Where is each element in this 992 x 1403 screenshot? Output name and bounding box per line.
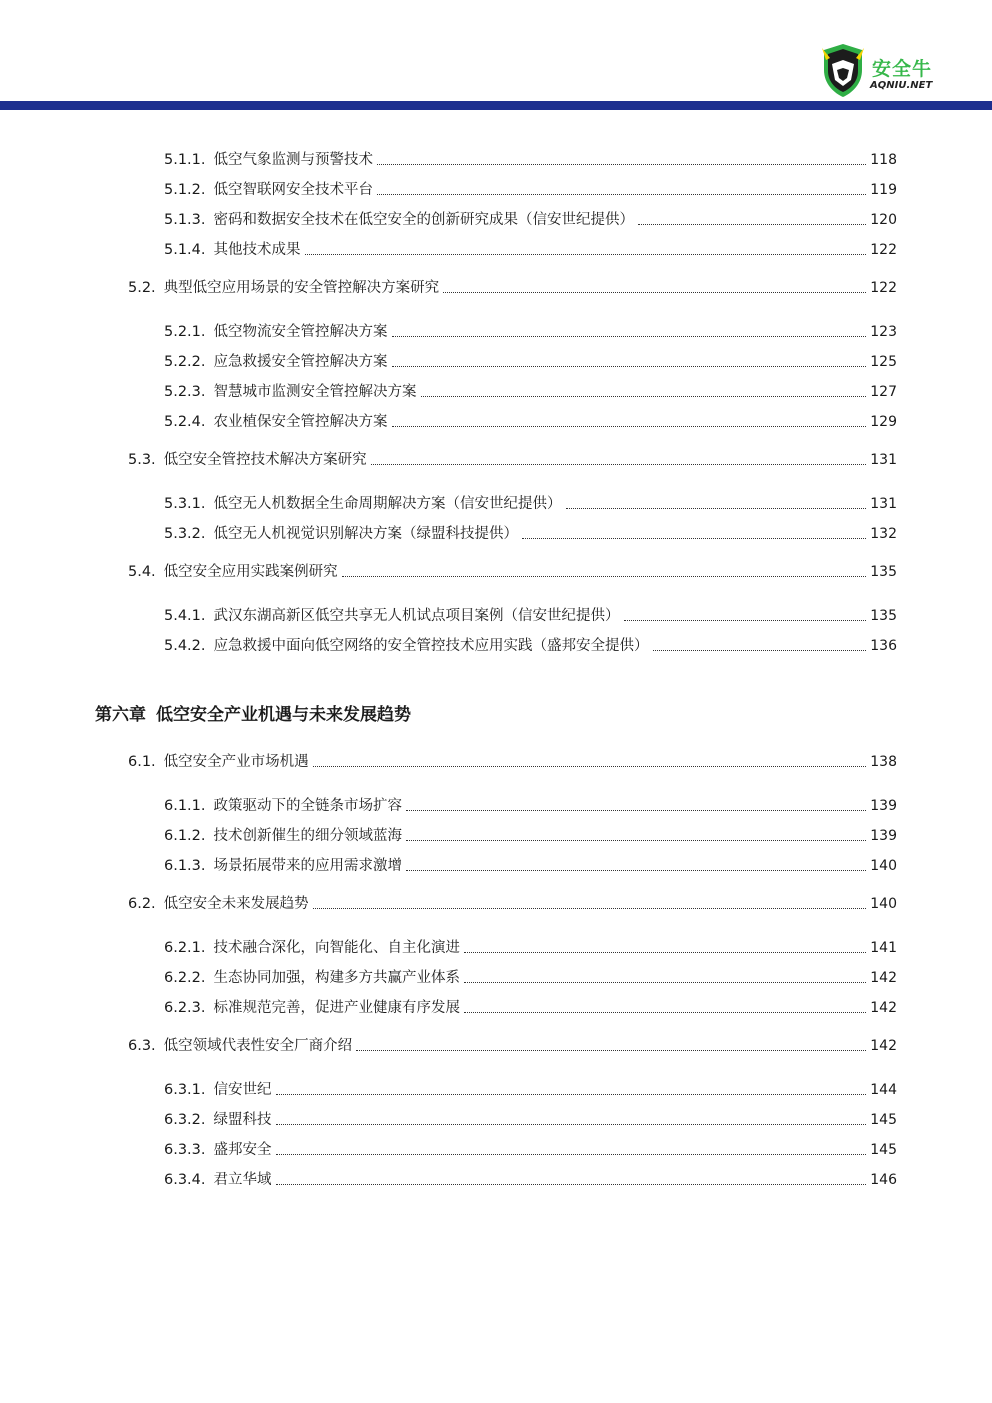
toc-entry[interactable]: [128, 278, 897, 298]
toc-leader-dots: [522, 537, 866, 539]
toc-entry-number: 6.1.2.: [164, 828, 206, 844]
toc-leader-dots: [392, 335, 867, 337]
toc-entry-number: 5.3.2.: [164, 526, 206, 542]
toc-entry-page: 139: [870, 828, 897, 844]
toc-entry-number: 5.2.: [128, 280, 156, 296]
toc-entry-title: 应急救援中面向低空网络的安全管控技术应用实践（盛邦安全提供）: [213, 638, 649, 654]
toc-entry-page: 140: [870, 896, 897, 912]
toc-leader-dots: [464, 951, 866, 953]
toc-entry-number: 5.1.2.: [164, 182, 206, 198]
toc-entry-title: 低空物流安全管控解决方案: [213, 324, 388, 340]
toc-leader-dots: [371, 463, 867, 465]
toc-entry-title: 标准规范完善，促进产业健康有序发展: [213, 1000, 461, 1016]
toc-entry[interactable]: [128, 894, 897, 914]
toc-entry-page: 146: [870, 1172, 897, 1188]
toc-entry-title: 农业植保安全管控解决方案: [213, 414, 388, 430]
toc-entry-number: 6.3.: [128, 1038, 156, 1054]
toc-entry[interactable]: [164, 524, 897, 544]
toc-entry-page: 142: [870, 1038, 897, 1054]
toc-leader-dots: [392, 365, 867, 367]
toc-entry[interactable]: [164, 412, 897, 432]
toc-leader-dots: [653, 649, 867, 651]
toc-entry-number: 5.4.: [128, 564, 156, 580]
toc-entry-title: 低空无人机视觉识别解决方案（绿盟科技提供）: [213, 526, 519, 542]
toc-entry-number: 5.1.4.: [164, 242, 206, 258]
toc-entry-page: 129: [870, 414, 897, 430]
toc-entry-page: 144: [870, 1082, 897, 1098]
chapter-heading: [95, 700, 411, 725]
toc-entry-title: 场景拓展带来的应用需求激增: [213, 858, 403, 874]
toc-entry-number: 6.1.1.: [164, 798, 206, 814]
toc-entry[interactable]: [164, 938, 897, 958]
toc-entry-page: 122: [870, 242, 897, 258]
toc-leader-dots: [406, 869, 866, 871]
toc-entry-page: 125: [870, 354, 897, 370]
toc-entry-title: 应急救援安全管控解决方案: [213, 354, 388, 370]
toc-entry-number: 6.2.: [128, 896, 156, 912]
toc-entry-title: 生态协同加强，构建多方共赢产业体系: [213, 970, 461, 986]
toc-leader-dots: [305, 253, 867, 255]
brand-logo: [820, 44, 940, 100]
toc-entry-title: 低空领域代表性安全厂商介绍: [163, 1038, 353, 1054]
toc-leader-dots: [276, 1093, 867, 1095]
toc-entry-title: 武汉东湖高新区低空共享无人机试点项目案例（信安世纪提供）: [213, 608, 620, 624]
toc-entry-number: 6.2.3.: [164, 1000, 206, 1016]
toc-entry-page: 142: [870, 970, 897, 986]
toc-entry-page: 131: [870, 496, 897, 512]
toc-entry-title: 信安世纪: [213, 1082, 272, 1098]
toc-entry-title: 低空安全应用实践案例研究: [163, 564, 338, 580]
toc-leader-dots: [464, 1011, 866, 1013]
toc-entry[interactable]: [164, 1110, 897, 1130]
toc-leader-dots: [377, 163, 866, 165]
toc-entry-page: 145: [870, 1142, 897, 1158]
toc-leader-dots: [276, 1153, 867, 1155]
toc-entry-title: 低空安全未来发展趋势: [163, 896, 309, 912]
toc-leader-dots: [464, 981, 866, 983]
toc-leader-dots: [313, 765, 867, 767]
toc-entry-title: 智慧城市监测安全管控解决方案: [213, 384, 417, 400]
toc-entry[interactable]: [164, 1140, 897, 1160]
toc-entry[interactable]: [164, 322, 897, 342]
toc-entry-page: 139: [870, 798, 897, 814]
toc-entry-number: 5.1.1.: [164, 152, 206, 168]
toc-entry[interactable]: [164, 636, 897, 656]
toc-entry[interactable]: [164, 606, 897, 626]
toc-entry-title: 低空无人机数据全生命周期解决方案（信安世纪提供）: [213, 496, 562, 512]
toc-entry-page: 142: [870, 1000, 897, 1016]
toc-leader-dots: [638, 223, 866, 225]
toc-entry[interactable]: [164, 796, 897, 816]
toc-entry-page: 138: [870, 754, 897, 770]
toc-entry-number: 6.3.4.: [164, 1172, 206, 1188]
toc-entry-page: 122: [870, 280, 897, 296]
toc-entry-number: 5.4.1.: [164, 608, 206, 624]
brand-name: 安全牛: [872, 58, 933, 80]
toc-entry-number: 6.2.2.: [164, 970, 206, 986]
toc-leader-dots: [406, 809, 866, 811]
toc-entry-page: 136: [870, 638, 897, 654]
toc-entry[interactable]: [164, 998, 897, 1018]
toc-entry-number: 6.3.3.: [164, 1142, 206, 1158]
toc-leader-dots: [392, 425, 867, 427]
toc-entry-page: 140: [870, 858, 897, 874]
brand-domain: AQNIU.NET: [870, 80, 933, 91]
toc-entry-title: 技术融合深化，向智能化、自主化演进: [213, 940, 461, 956]
toc-entry-number: 5.3.: [128, 452, 156, 468]
header-bar: [0, 101, 992, 110]
toc-leader-dots: [406, 839, 866, 841]
toc-entry[interactable]: [128, 752, 897, 772]
toc-entry-page: 118: [870, 152, 897, 168]
shield-icon: [820, 44, 866, 98]
toc-entry-title: 低空安全产业市场机遇: [163, 754, 309, 770]
toc-leader-dots: [377, 193, 866, 195]
toc-leader-dots: [276, 1123, 867, 1125]
toc-entry-number: 5.4.2.: [164, 638, 206, 654]
toc-entry[interactable]: [164, 1080, 897, 1100]
toc-entry[interactable]: [164, 352, 897, 372]
toc-leader-dots: [624, 619, 867, 621]
toc-entry-page: 123: [870, 324, 897, 340]
chapter-number: 第六章: [95, 705, 146, 725]
toc-entry-title: 君立华域: [213, 1172, 272, 1188]
toc-entry-number: 6.2.1.: [164, 940, 206, 956]
toc-entry[interactable]: [128, 1036, 897, 1056]
toc-entry-title: 低空气象监测与预警技术: [213, 152, 374, 168]
toc-entry-page: 135: [870, 564, 897, 580]
toc-entry-number: 5.2.1.: [164, 324, 206, 340]
toc-leader-dots: [421, 395, 867, 397]
toc-entry-number: 5.2.3.: [164, 384, 206, 400]
toc-entry[interactable]: [164, 240, 897, 260]
toc-leader-dots: [313, 907, 867, 909]
toc-entry-title: 低空智联网安全技术平台: [213, 182, 374, 198]
toc-entry-title: 密码和数据安全技术在低空安全的创新研究成果（信安世纪提供）: [213, 212, 635, 228]
toc-leader-dots: [342, 575, 867, 577]
toc-entry[interactable]: [128, 450, 897, 470]
toc-entry-number: 5.1.3.: [164, 212, 206, 228]
toc-entry-number: 6.3.2.: [164, 1112, 206, 1128]
toc-entry[interactable]: [164, 150, 897, 170]
toc-entry-title: 盛邦安全: [213, 1142, 272, 1158]
toc-entry-page: 135: [870, 608, 897, 624]
toc-entry[interactable]: [164, 1170, 897, 1190]
toc-entry-title: 绿盟科技: [213, 1112, 272, 1128]
toc-leader-dots: [566, 507, 867, 509]
toc-entry-number: 5.2.2.: [164, 354, 206, 370]
toc-entry-title: 技术创新催生的细分领域蓝海: [213, 828, 403, 844]
toc-entry[interactable]: [164, 210, 897, 230]
toc-entry-page: 131: [870, 452, 897, 468]
toc-entry-page: 120: [870, 212, 897, 228]
toc-leader-dots: [443, 291, 866, 293]
toc-entry[interactable]: [164, 494, 897, 514]
toc-entry-number: 6.3.1.: [164, 1082, 206, 1098]
toc-entry-number: 6.1.3.: [164, 858, 206, 874]
toc-entry[interactable]: [164, 856, 897, 876]
toc-entry-page: 132: [870, 526, 897, 542]
toc-entry[interactable]: [164, 968, 897, 988]
toc-entry[interactable]: [164, 382, 897, 402]
toc-entry-title: 政策驱动下的全链条市场扩容: [213, 798, 403, 814]
toc-entry-page: 141: [870, 940, 897, 956]
toc-entry-number: 6.1.: [128, 754, 156, 770]
toc-entry-title: 其他技术成果: [213, 242, 301, 258]
toc-entry-page: 127: [870, 384, 897, 400]
toc-entry-page: 119: [870, 182, 897, 198]
toc-entry[interactable]: [164, 180, 897, 200]
toc-entry-number: 5.3.1.: [164, 496, 206, 512]
chapter-title: 低空安全产业机遇与未来发展趋势: [156, 705, 411, 725]
toc-entry-number: 5.2.4.: [164, 414, 206, 430]
toc-entry[interactable]: [128, 562, 897, 582]
toc-entry-page: 145: [870, 1112, 897, 1128]
toc-entry-title: 低空安全管控技术解决方案研究: [163, 452, 367, 468]
toc-leader-dots: [276, 1183, 867, 1185]
toc-entry[interactable]: [164, 826, 897, 846]
toc-leader-dots: [356, 1049, 866, 1051]
toc-entry-title: 典型低空应用场景的安全管控解决方案研究: [163, 280, 440, 296]
